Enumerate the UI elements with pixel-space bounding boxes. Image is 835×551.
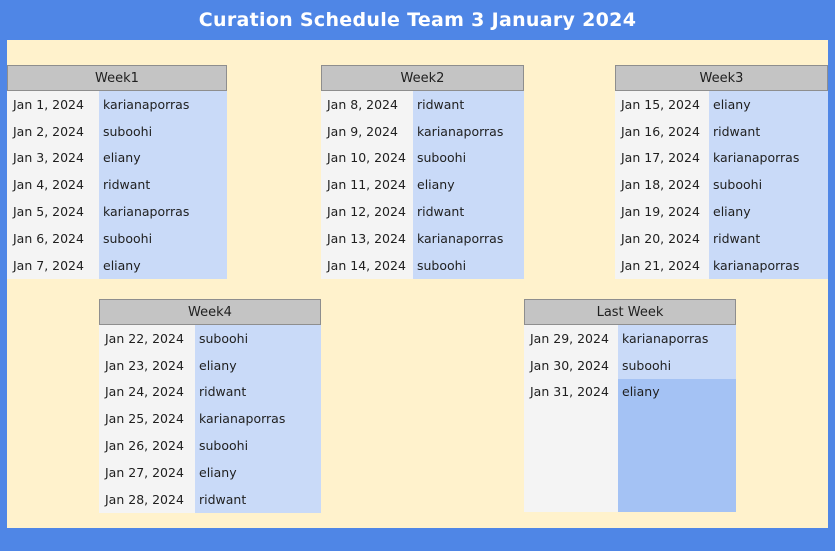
curator-cell: suboohi (413, 145, 524, 172)
schedule-row (7, 171, 227, 198)
curator-cell: karianaporras (99, 91, 227, 118)
curator-cell: eliany (195, 352, 321, 379)
schedule-row (321, 91, 524, 118)
curator-cell: eliany (413, 171, 524, 198)
schedule-row (321, 171, 524, 198)
schedule-row (7, 198, 227, 225)
date-cell: Jan 1, 2024 (7, 91, 99, 118)
date-cell: Jan 13, 2024 (321, 225, 413, 252)
date-cell: Jan 15, 2024 (615, 91, 709, 118)
schedule-row (321, 252, 524, 279)
week-block-2 (321, 65, 524, 279)
schedule-row (99, 405, 321, 432)
date-cell: Jan 11, 2024 (321, 171, 413, 198)
schedule-row (99, 352, 321, 379)
curator-cell: ridwant (709, 225, 828, 252)
empty-date-cell (524, 405, 618, 512)
curator-cell: suboohi (709, 171, 828, 198)
schedule-row (615, 171, 828, 198)
curator-cell: eliany (195, 459, 321, 486)
schedule-row (7, 252, 227, 279)
date-cell: Jan 18, 2024 (615, 171, 709, 198)
schedule-row (524, 325, 736, 352)
curator-cell: karianaporras (413, 118, 524, 145)
schedule-row (615, 145, 828, 172)
date-cell: Jan 20, 2024 (615, 225, 709, 252)
date-cell: Jan 26, 2024 (99, 432, 195, 459)
curator-cell: suboohi (618, 352, 736, 379)
date-cell: Jan 6, 2024 (7, 225, 99, 252)
week-block-1 (7, 65, 227, 279)
curator-cell: suboohi (413, 252, 524, 279)
curator-cell: ridwant (709, 118, 828, 145)
date-cell: Jan 2, 2024 (7, 118, 99, 145)
curator-cell: eliany (99, 252, 227, 279)
schedule-row (99, 486, 321, 513)
curator-cell: eliany (99, 145, 227, 172)
schedule-row (524, 352, 736, 379)
schedule-row (321, 145, 524, 172)
curator-cell: suboohi (99, 118, 227, 145)
date-cell: Jan 27, 2024 (99, 459, 195, 486)
schedule-row (7, 145, 227, 172)
date-cell: Jan 12, 2024 (321, 198, 413, 225)
curator-cell: karianaporras (195, 405, 321, 432)
date-cell: Jan 19, 2024 (615, 198, 709, 225)
date-cell: Jan 21, 2024 (615, 252, 709, 279)
date-cell: Jan 16, 2024 (615, 118, 709, 145)
date-cell: Jan 29, 2024 (524, 325, 618, 352)
curator-cell: ridwant (195, 379, 321, 406)
schedule-row (321, 225, 524, 252)
curator-cell: suboohi (195, 432, 321, 459)
schedule-row (99, 325, 321, 352)
date-cell: Jan 17, 2024 (615, 145, 709, 172)
week-header: Last Week (524, 299, 736, 325)
schedule-row (615, 252, 828, 279)
curator-cell: karianaporras (709, 145, 828, 172)
date-cell: Jan 30, 2024 (524, 352, 618, 379)
schedule-row (321, 198, 524, 225)
date-cell: Jan 14, 2024 (321, 252, 413, 279)
curator-cell: eliany (709, 198, 828, 225)
curator-cell: ridwant (195, 486, 321, 513)
curator-cell: eliany (618, 379, 736, 406)
schedule-row (524, 379, 736, 406)
week-block-last (524, 299, 736, 512)
week-header: Week4 (99, 299, 321, 325)
schedule-panel (7, 40, 828, 528)
schedule-row (321, 118, 524, 145)
page-title: Curation Schedule Team 3 January 2024 (198, 9, 637, 31)
schedule-row (7, 225, 227, 252)
curator-cell: ridwant (413, 91, 524, 118)
date-cell: Jan 28, 2024 (99, 486, 195, 513)
curator-cell: ridwant (99, 171, 227, 198)
curator-cell: ridwant (413, 198, 524, 225)
schedule-row (615, 225, 828, 252)
empty-schedule-area (524, 405, 736, 512)
schedule-row (7, 91, 227, 118)
curator-cell: karianaporras (618, 325, 736, 352)
date-cell: Jan 25, 2024 (99, 405, 195, 432)
date-cell: Jan 24, 2024 (99, 379, 195, 406)
week-block-3 (615, 65, 828, 279)
schedule-row (99, 432, 321, 459)
date-cell: Jan 4, 2024 (7, 171, 99, 198)
schedule-row (99, 459, 321, 486)
schedule-row (99, 379, 321, 406)
curator-cell: suboohi (99, 225, 227, 252)
curator-cell: karianaporras (99, 198, 227, 225)
curator-cell: eliany (709, 91, 828, 118)
date-cell: Jan 9, 2024 (321, 118, 413, 145)
curator-cell: karianaporras (413, 225, 524, 252)
week-header: Week1 (7, 65, 227, 91)
schedule-row (615, 118, 828, 145)
date-cell: Jan 7, 2024 (7, 252, 99, 279)
date-cell: Jan 22, 2024 (99, 325, 195, 352)
week-block-4 (99, 299, 321, 513)
week-header: Week3 (615, 65, 828, 91)
empty-curator-cell (618, 405, 736, 512)
date-cell: Jan 23, 2024 (99, 352, 195, 379)
curator-cell: suboohi (195, 325, 321, 352)
date-cell: Jan 5, 2024 (7, 198, 99, 225)
schedule-row (615, 198, 828, 225)
date-cell: Jan 8, 2024 (321, 91, 413, 118)
schedule-row (615, 91, 828, 118)
date-cell: Jan 10, 2024 (321, 145, 413, 172)
date-cell: Jan 31, 2024 (524, 379, 618, 406)
curator-cell: karianaporras (709, 252, 828, 279)
schedule-row (7, 118, 227, 145)
week-header: Week2 (321, 65, 524, 91)
date-cell: Jan 3, 2024 (7, 145, 99, 172)
